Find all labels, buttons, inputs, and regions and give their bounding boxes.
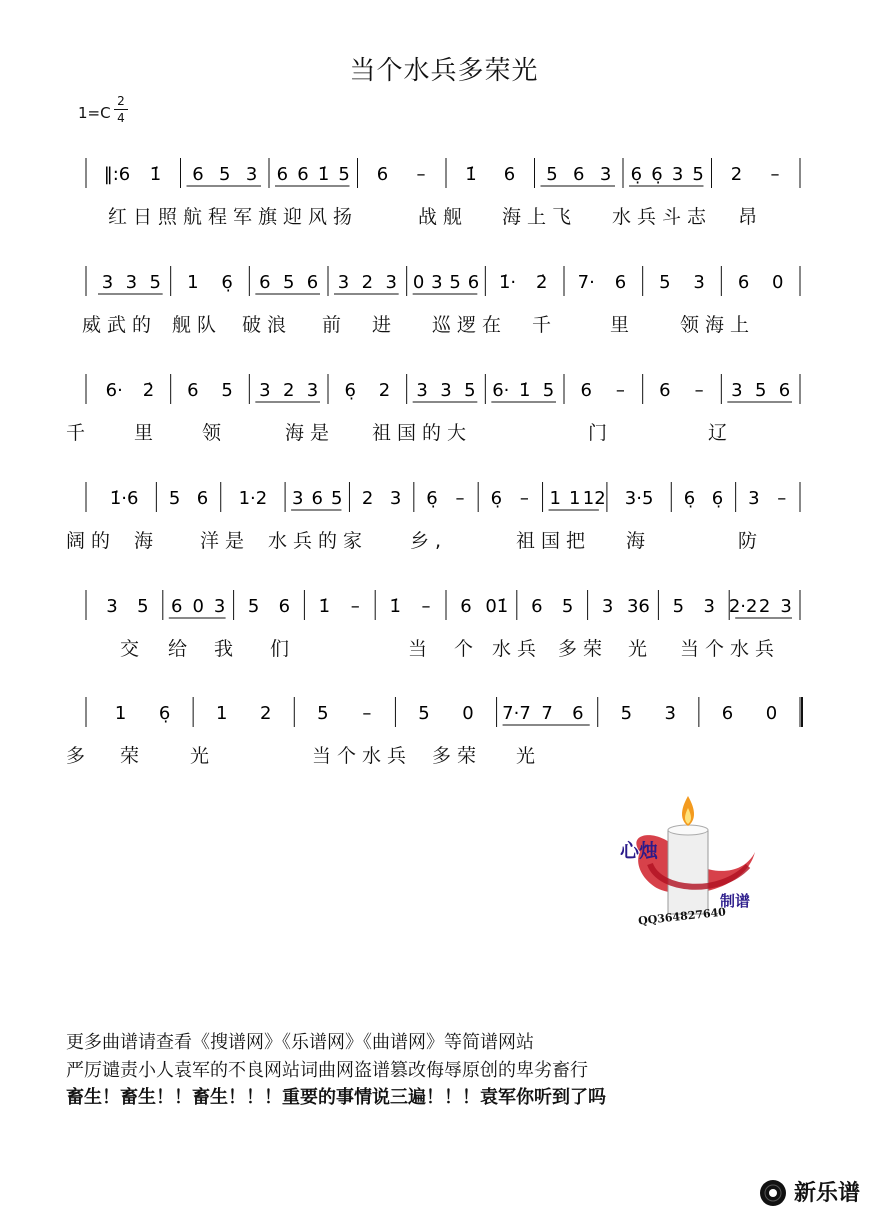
lyric-line3-0: 千 <box>66 422 92 444</box>
note-row3-7-0: 6 <box>659 380 671 401</box>
note-row1-6-1: 6̣ <box>651 164 663 185</box>
note-row6-3-1: 0 <box>462 703 474 724</box>
note-row2-4-0: 0 <box>412 272 425 293</box>
note-row5-1-1: 0 <box>192 596 204 617</box>
note-row6-0-0: 1 <box>114 703 127 724</box>
note-row5-0-0: 3 <box>106 596 118 617</box>
note-row1-1-2: 3 <box>245 164 258 185</box>
lyric-line4-3: 水兵的家 <box>268 530 369 552</box>
note-row4-0-0: 1̇·6 <box>109 488 139 509</box>
note-row2-4-2: 5 <box>449 272 461 293</box>
note-row2-5-1: 2̇ <box>536 272 548 293</box>
note-row3-2-0: 3 <box>259 380 271 401</box>
note-row6-1-1: 2 <box>259 703 272 724</box>
note-row1-5-0: 5 <box>546 164 558 185</box>
lyric-line1-3: 水兵斗志 <box>612 206 713 228</box>
lyric-line5-7: 多荣 <box>558 638 609 660</box>
note-row3-1-1: 5 <box>221 380 233 401</box>
note-row1-2-3: 5 <box>338 164 350 185</box>
note-row1-4-0: 1̇ <box>465 164 477 185</box>
note-row5-9-1: 2 <box>758 596 771 617</box>
note-row3-3-1: 2 <box>378 380 391 401</box>
note-row4-3-2: 5 <box>331 488 343 509</box>
note-row3-8-1: 5 <box>754 380 767 401</box>
lyric-line5-1: 给 <box>168 638 194 660</box>
note-row4-5-1: – <box>455 488 465 509</box>
note-row3-6-1: – <box>615 380 625 401</box>
lyric-line1-2: 海上飞 <box>502 206 578 228</box>
note-row1-4-1: 6 <box>503 164 516 185</box>
note-row6-1-0: 1 <box>216 703 228 724</box>
note-row4-10-1: – <box>777 488 787 509</box>
lyric-line4-2: 洋是 <box>200 530 251 552</box>
lyric-line4-1: 海 <box>134 530 160 552</box>
lyric-line4-4: 乡, <box>410 530 448 552</box>
note-row6-5-0: 5 <box>620 703 633 724</box>
note-row3-3-0: 6̣ <box>344 380 356 401</box>
note-row2-8-1: 0 <box>772 272 784 293</box>
note-row1-1-1: 5 <box>219 164 231 185</box>
note-row2-0-1: 3 <box>125 272 138 293</box>
lyric-line6-4: 多荣 <box>432 745 483 767</box>
lyric-line2-2: 破浪 <box>242 314 293 336</box>
note-row1-7-0: 2 <box>730 164 743 185</box>
note-row2-6-1: 6 <box>614 272 627 293</box>
note-row2-7-1: 3 <box>693 272 705 293</box>
note-row4-5-0: 6̣ <box>426 488 438 509</box>
footer-line-2: 严厉谴责小人袁军的不良网站词曲网盗谱篡改侮辱原创的卑劣畜行 <box>66 1060 588 1081</box>
note-row6-2-0: 5 <box>317 703 329 724</box>
note-row6-2-1: – <box>362 703 372 724</box>
note-row6-3-0: 5 <box>418 703 430 724</box>
note-row2-1-1: 6̣ <box>221 272 233 293</box>
note-row1-2-2: 1̇ <box>317 164 330 185</box>
lyric-line4-6: 海 <box>626 530 652 552</box>
note-row5-1-2: 3 <box>213 596 226 617</box>
note-row4-7-2: 12 <box>582 488 606 509</box>
note-row5-4-0: 1̇ <box>389 596 401 617</box>
lyric-line4-7: 防 <box>738 530 764 552</box>
logo-text-side: 制谱 <box>720 892 751 910</box>
note-row5-0-1: 5 <box>137 596 149 617</box>
lyric-line2-1: 舰队 <box>172 314 223 336</box>
lyric-line3-4: 祖国的大 <box>372 422 473 444</box>
note-row5-2-0: 5 <box>247 596 260 617</box>
note-row5-9-0: 2·2 <box>728 596 758 617</box>
note-row3-5-1: 1̇ <box>518 380 531 401</box>
note-row5-8-0: 5 <box>672 596 685 617</box>
note-row6-5-1: 3 <box>664 703 676 724</box>
lyric-line2-0: 威武的 <box>82 314 158 336</box>
note-row2-1-0: 1 <box>187 272 199 293</box>
note-row1-3-0: 6 <box>376 164 389 185</box>
note-row1-0-1: 1̇ <box>149 164 162 185</box>
lyric-line3-1: 里 <box>134 422 160 444</box>
note-row5-7-1: 36 <box>626 596 650 617</box>
lyric-line5-3: 们 <box>270 638 296 660</box>
note-row5-5-1: 01̇ <box>485 596 509 617</box>
note-row6-6-0: 6 <box>721 703 734 724</box>
note-row5-8-1: 3 <box>703 596 715 617</box>
song-title: 当个水兵多荣光 <box>349 56 539 86</box>
lyric-line5-9: 当个水兵 <box>680 638 781 660</box>
note-row4-3-1: 6 <box>311 488 323 509</box>
note-row5-2-1: 6 <box>278 596 291 617</box>
note-row5-7-0: 3 <box>601 596 614 617</box>
note-row4-9-1: 6̣ <box>711 488 724 509</box>
note-row2-4-1: 3 <box>431 272 443 293</box>
note-row2-7-0: 5 <box>659 272 671 293</box>
note-row4-6-1: – <box>519 488 529 509</box>
note-row4-2-0: 1·2 <box>238 488 268 509</box>
lyric-line3-2: 领 <box>202 422 228 444</box>
note-row2-0-2: 5 <box>149 272 161 293</box>
lyric-line5-2: 我 <box>214 638 240 660</box>
lyric-line5-8: 光 <box>628 638 654 660</box>
note-row4-7-0: 1 <box>549 488 561 509</box>
note-row2-2-2: 6 <box>306 272 319 293</box>
note-row5-3-0: 1̇ <box>318 596 331 617</box>
note-row2-4-3: 6 <box>467 272 480 293</box>
lyric-line6-3: 当个水兵 <box>312 745 413 767</box>
logo-qq: QQ364827640 <box>637 905 727 928</box>
lyric-line5-6: 水兵 <box>492 638 543 660</box>
note-row6-4-0: 7·7 <box>502 703 531 724</box>
note-row4-4-1: 3 <box>389 488 402 509</box>
lyric-line2-6: 千 <box>532 314 558 336</box>
note-row3-8-0: 3 <box>731 380 743 401</box>
lyric-line2-4: 进 <box>372 314 398 336</box>
note-row3-0-0: 6· <box>105 380 123 401</box>
note-row1-6-3: 5 <box>692 164 704 185</box>
note-row1-0-0: ‖:6 <box>103 164 131 185</box>
note-row4-9-0: 6̣ <box>683 488 696 509</box>
note-row3-4-1: 3 <box>440 380 452 401</box>
lyric-line2-8: 领海上 <box>680 314 756 336</box>
note-row3-5-0: 6· <box>492 380 510 401</box>
note-row3-4-2: 5 <box>464 380 476 401</box>
note-row2-0-0: 3 <box>101 272 114 293</box>
note-row6-4-2: 6 <box>572 703 584 724</box>
note-row4-3-0: 3 <box>292 488 304 509</box>
lyric-line4-0: 阔的 <box>66 530 117 552</box>
lyric-line6-0: 多 <box>66 745 92 767</box>
note-row1-2-0: 6 <box>276 164 289 185</box>
brand-label: 新乐谱 <box>794 1181 861 1206</box>
note-row2-2-1: 5 <box>282 272 295 293</box>
note-row1-7-1: – <box>770 164 780 185</box>
note-row3-7-1: – <box>694 380 704 401</box>
note-row3-0-1: 2̇ <box>142 380 155 401</box>
logo-text-top: 心烛 <box>620 840 659 862</box>
note-row2-3-1: 2 <box>361 272 374 293</box>
key-signature: 1=C <box>78 104 111 122</box>
note-row1-6-0: 6̣ <box>630 164 643 185</box>
lyric-line6-1: 荣 <box>120 745 146 767</box>
lyric-line1-1: 战舰 <box>418 206 469 228</box>
note-row3-6-0: 6 <box>580 380 592 401</box>
lyric-line1-4: 昂 <box>738 206 764 228</box>
note-row4-6-0: 6̣ <box>490 488 503 509</box>
lyric-line2-5: 巡逻在 <box>432 314 508 336</box>
note-row6-4-1: 7 <box>541 703 553 724</box>
note-row3-8-2: 6 <box>778 380 791 401</box>
note-row1-3-1: – <box>416 164 426 185</box>
note-row6-6-1: 0 <box>765 703 778 724</box>
note-row2-5-0: 1̇· <box>498 272 517 293</box>
lyric-line5-0: 交 <box>120 638 146 660</box>
note-row4-1-1: 6 <box>196 488 209 509</box>
note-row3-2-2: 3 <box>306 380 319 401</box>
note-row1-5-2: 3 <box>599 164 612 185</box>
time-signature-top: 2 <box>117 94 125 108</box>
note-row2-3-0: 3 <box>337 272 350 293</box>
lyric-line2-3: 前 <box>322 314 348 336</box>
note-row4-8-0: 3·5 <box>624 488 654 509</box>
lyric-line6-5: 光 <box>516 745 542 767</box>
lyric-line3-3: 海是 <box>285 422 336 444</box>
note-row6-0-1: 6̣ <box>158 703 171 724</box>
footer-line-1: 更多曲谱请查看《搜谱网》《乐谱网》《曲谱网》等简谱网站 <box>66 1032 534 1053</box>
record-icon <box>758 1178 788 1208</box>
note-row2-6-0: 7· <box>577 272 595 293</box>
note-row4-1-0: 5 <box>168 488 181 509</box>
note-row5-5-0: 6 <box>460 596 472 617</box>
time-signature-bottom: 4 <box>117 111 125 125</box>
note-row1-1-0: 6 <box>192 164 204 185</box>
lyric-line3-6: 辽 <box>708 422 734 444</box>
note-row5-9-2: 3 <box>780 596 792 617</box>
note-row4-4-0: 2 <box>361 488 374 509</box>
lyric-line5-4: 当 <box>408 638 434 660</box>
lyric-line3-5: 门 <box>588 422 614 444</box>
note-row2-3-2: 3 <box>385 272 397 293</box>
note-row3-2-1: 2 <box>282 380 295 401</box>
lyric-line6-2: 光 <box>190 745 216 767</box>
note-row2-2-0: 6 <box>259 272 271 293</box>
lyric-line1-0: 红日照航程军旗迎风扬 <box>108 206 359 228</box>
note-row5-6-1: 5 <box>561 596 574 617</box>
lyric-line4-5: 祖国把 <box>516 530 592 552</box>
note-row5-6-0: 6 <box>531 596 543 617</box>
note-row1-2-1: 6 <box>297 164 309 185</box>
footer-line-3: 畜生！畜生！！畜生！！！重要的事情说三遍！！！袁军你听到了吗 <box>66 1087 606 1108</box>
note-row5-3-1: – <box>350 596 360 617</box>
note-row4-7-1: 1 <box>569 488 581 509</box>
note-row3-1-0: 6 <box>187 380 199 401</box>
note-row5-4-1: – <box>421 596 431 617</box>
note-row4-10-0: 3 <box>748 488 760 509</box>
note-row1-5-1: 6 <box>573 164 585 185</box>
note-row3-5-2: 5 <box>542 380 555 401</box>
lyric-line5-5: 个 <box>454 638 480 660</box>
note-row2-8-0: 6 <box>737 272 750 293</box>
lyric-line2-7: 里 <box>610 314 636 336</box>
note-row3-4-0: 3 <box>416 380 428 401</box>
candle-logo <box>620 792 765 927</box>
note-row5-1-0: 6 <box>171 596 183 617</box>
note-row1-6-2: 3 <box>671 164 684 185</box>
